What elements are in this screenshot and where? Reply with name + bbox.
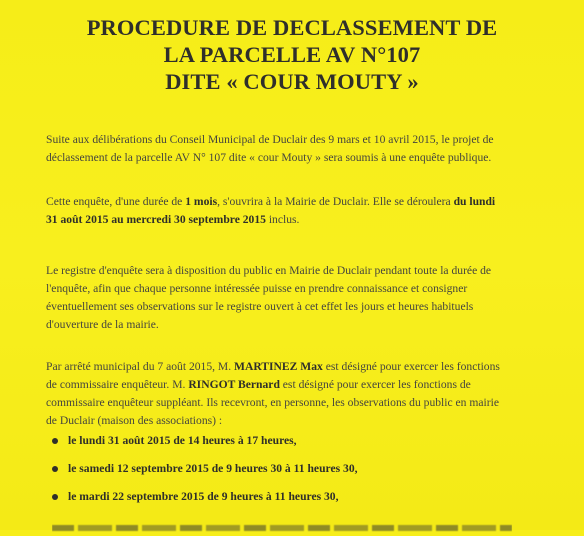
commissioners-line-2: de commissaire enquêteur. M. RINGOT Bernard est désigné pour exercer les fonctions de	[46, 378, 471, 391]
duration-line-2: 31 août 2015 au mercredi 30 septembre 2015 inclus.	[46, 213, 300, 226]
substitute-name: RINGOT Bernard	[188, 378, 280, 391]
title-line-2: LA PARCELLE AV N°107	[163, 42, 421, 67]
intro-line-1: Suite aux délibérations du Conseil Municipal de Duclair des 9 mars et 10 avril 2015, le projet de	[46, 133, 494, 146]
dates-highlight-start: du lundi	[453, 195, 496, 208]
registry-line-1: Le registre d'enquête sera à disposition du public en Mairie de Duclair pendant toute la durée de	[46, 264, 492, 277]
paragraph-commissioners	[46, 358, 544, 430]
title-line-1: PROCEDURE DE DECLASSEMENT DE	[86, 15, 498, 40]
commissioners-line-3: commissaire enquêteur suppléant. Ils recevront, en personne, les observations du public en mairie	[46, 396, 499, 409]
commissioners-line-1: Par arrêté municipal du 7 août 2015, M. MARTINEZ Max est désigné pour exercer les fonctions	[46, 360, 500, 373]
duration-highlight: 1 mois	[185, 195, 218, 208]
schedule-item: le lundi 31 août 2015 de 14 heures à 17 heures,	[52, 432, 552, 460]
bullet-icon	[52, 494, 58, 500]
paragraph-intro	[46, 131, 544, 167]
notice-title	[0, 14, 584, 95]
paragraph-registry	[46, 262, 544, 334]
duration-line-1: Cette enquête, d'une durée de 1 mois, s'ouvrira à la Mairie de Duclair. Elle se déroulera du lundi	[46, 195, 496, 208]
dates-highlight: 31 août 2015 au mercredi 30 septembre 2015	[46, 213, 266, 226]
schedule-item: le mardi 22 septembre 2015 de 9 heures à 11 heures 30,	[52, 488, 552, 516]
registry-line-2: l'enquête, afin que chaque personne intéressée puisse en prendre connaissance et consigner	[46, 282, 468, 295]
registry-line-3: éventuellement ses observations sur le registre ouvert à cet effet les jours et heures habituels	[46, 300, 474, 313]
commissioners-line-4: de Duclair (maison des associations) :	[46, 414, 223, 427]
registry-line-4: d'ouverture de la mairie.	[46, 318, 159, 331]
paragraph-duration	[46, 193, 544, 229]
schedule-item: le samedi 12 septembre 2015 de 9 heures 30 à 11 heures 30,	[52, 460, 552, 488]
bullet-icon	[52, 438, 58, 444]
title-line-3: DITE « COUR MOUTY »	[165, 69, 419, 94]
commissioner-name: MARTINEZ Max	[234, 360, 323, 373]
bullet-icon	[52, 466, 58, 472]
intro-line-2: déclassement de la parcelle AV N° 107 dite « cour Mouty » sera soumis à une enquête publique.	[46, 151, 492, 164]
cropped-text-line	[52, 518, 512, 536]
schedule-list	[52, 432, 552, 516]
